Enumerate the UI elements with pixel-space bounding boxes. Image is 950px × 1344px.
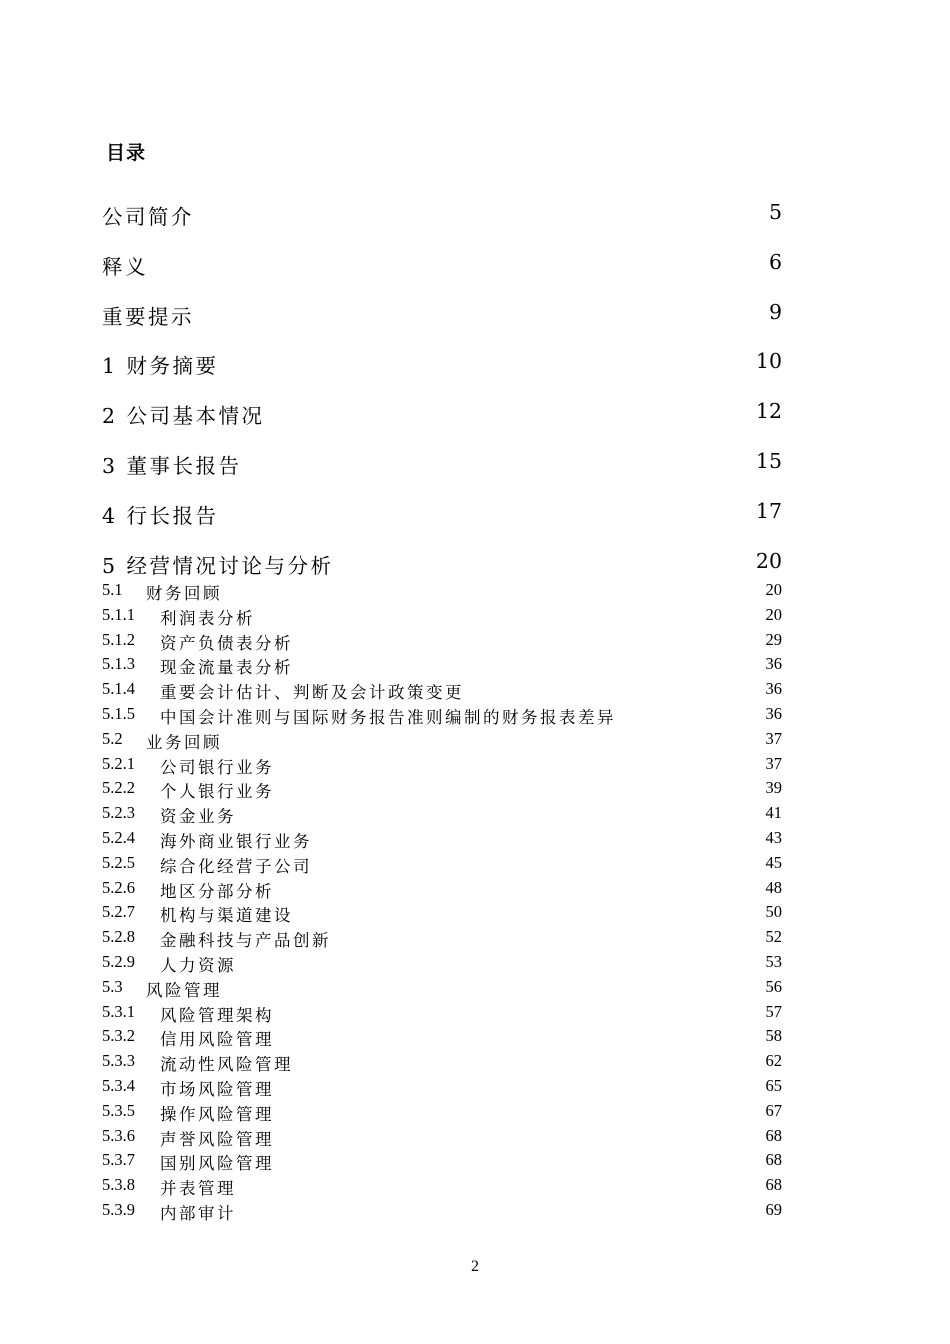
toc-sub-entry-label: 风险管理架构 (160, 1005, 274, 1025)
toc-sub-entry-number: 5.2.7 (102, 902, 135, 922)
toc-sub-entry-label: 财务回顾 (146, 584, 222, 603)
toc-sub-entry-label: 市场风险管理 (160, 1079, 274, 1099)
toc-sub-entry-page: 36 (765, 679, 782, 699)
toc-entry-label: 释义 (102, 254, 148, 279)
toc-sub-entry-label: 操作风险管理 (160, 1104, 274, 1124)
toc-sub-entry[interactable] (102, 1051, 782, 1076)
toc-sub-entry[interactable] (102, 927, 782, 952)
toc-sub-entry-label: 重要会计估计、判断及会计政策变更 (160, 683, 464, 703)
toc-sub-entry-number: 5.1 (102, 580, 123, 599)
toc-sub-entry-label: 人力资源 (160, 955, 236, 975)
toc-sub-entry-number: 5.3.7 (102, 1150, 135, 1170)
toc-sub-entry-page: 39 (765, 778, 782, 798)
toc-sub-entry-label: 国别风险管理 (160, 1154, 274, 1174)
toc-sub-entry[interactable] (102, 1200, 782, 1225)
toc-sub-entry-page: 56 (765, 976, 782, 996)
toc-sub-entry[interactable] (102, 878, 782, 903)
toc-sub-entry-page: 29 (765, 629, 782, 649)
toc-sub-entry-label: 中国会计准则与国际财务报告准则编制的财务报表差异 (160, 707, 616, 727)
toc-sub-entry-number: 5.1.4 (102, 679, 135, 699)
toc-sub-entry[interactable] (102, 853, 782, 878)
toc-sub-entry-page: 20 (765, 580, 782, 599)
toc-sub-entry[interactable] (102, 803, 782, 828)
toc-sub-entry-label: 综合化经营子公司 (160, 856, 312, 876)
toc-entry-page: 17 (755, 498, 782, 523)
toc-sub-entry-page: 36 (765, 654, 782, 674)
toc-major-list (102, 200, 782, 598)
toc-sub-entry[interactable] (102, 704, 782, 729)
toc-sub-entry-number: 5.2.3 (102, 803, 135, 823)
toc-entry-label: 5 经营情况讨论与分析 (102, 553, 334, 578)
toc-sub-entry-number: 5.2.9 (102, 951, 135, 971)
toc-sub-entry-label: 内部审计 (160, 1203, 236, 1223)
toc-sub-entry-label: 利润表分析 (160, 608, 255, 628)
toc-sub-entry[interactable] (102, 1101, 782, 1126)
toc-sub-entry[interactable] (102, 729, 782, 754)
toc-entry[interactable] (102, 300, 782, 350)
toc-sub-entry-number: 5.2.4 (102, 827, 135, 847)
toc-sub-entry-number: 5.3.3 (102, 1051, 135, 1071)
toc-sub-entry-label: 个人银行业务 (160, 782, 274, 802)
toc-entry[interactable] (102, 250, 782, 300)
toc-entry-label: 2 公司基本情况 (102, 404, 265, 429)
toc-sub-entry-number: 5.2.1 (102, 753, 135, 773)
toc-entry-page: 15 (755, 448, 782, 473)
toc-entry[interactable] (102, 349, 782, 399)
toc-sub-entry-label: 风险管理 (146, 980, 222, 1000)
toc-entry-page: 6 (768, 249, 782, 274)
toc-sub-entry-page: 37 (765, 753, 782, 773)
toc-sub-entry-label: 信用风险管理 (160, 1030, 274, 1050)
toc-sub-entry-number: 5.3.1 (102, 1001, 135, 1021)
toc-sub-entry[interactable] (102, 1126, 782, 1151)
toc-sub-entry-label: 机构与渠道建设 (160, 906, 293, 926)
toc-entry-page: 9 (768, 299, 782, 324)
toc-entry[interactable] (102, 399, 782, 449)
toc-sub-entry-page: 68 (765, 1150, 782, 1170)
toc-title: 目录 (106, 142, 147, 164)
toc-sub-entry-label: 海外商业银行业务 (160, 831, 312, 851)
toc-sub-entry-number: 5.2.5 (102, 852, 135, 872)
toc-sub-entry-number: 5.1.2 (102, 629, 135, 649)
toc-sub-entry-number: 5.1.5 (102, 703, 135, 723)
toc-sub-entry-page: 57 (765, 1001, 782, 1021)
toc-sub-entry-label: 并表管理 (160, 1179, 236, 1199)
toc-sub-entry-page: 53 (765, 951, 782, 971)
toc-sub-entry-number: 5.2.6 (102, 877, 135, 897)
toc-sub-entry-number: 5.1.1 (102, 604, 135, 624)
toc-sub-entry[interactable] (102, 952, 782, 977)
toc-sub-list (102, 580, 782, 1225)
toc-sub-entry-page: 68 (765, 1175, 782, 1195)
toc-sub-entry[interactable] (102, 977, 782, 1002)
toc-sub-entry[interactable] (102, 1175, 782, 1200)
toc-sub-entry-label: 公司银行业务 (160, 757, 274, 777)
toc-sub-entry-page: 65 (765, 1075, 782, 1095)
toc-sub-entry-page: 41 (765, 803, 782, 823)
toc-sub-entry[interactable] (102, 828, 782, 853)
toc-entry-label: 3 董事长报告 (102, 453, 242, 478)
toc-sub-entry-page: 69 (765, 1199, 782, 1219)
toc-sub-entry-page: 52 (765, 927, 782, 947)
toc-entry-page: 5 (768, 200, 782, 224)
toc-sub-entry-number: 5.3.9 (102, 1199, 135, 1219)
toc-entry-label: 重要提示 (102, 304, 194, 329)
toc-sub-entry[interactable] (102, 1150, 782, 1175)
toc-sub-entry[interactable] (102, 679, 782, 704)
toc-sub-entry-page: 50 (765, 902, 782, 922)
toc-entry-label: 公司简介 (102, 205, 194, 229)
toc-sub-entry-label: 现金流量表分析 (160, 658, 293, 678)
toc-sub-entry[interactable] (102, 902, 782, 927)
toc-sub-entry-page: 45 (765, 852, 782, 872)
toc-sub-entry-number: 5.1.3 (102, 654, 135, 674)
toc-sub-entry-page: 20 (765, 604, 782, 624)
toc-sub-entry-page: 62 (765, 1051, 782, 1071)
toc-sub-entry-number: 5.2.2 (102, 778, 135, 798)
toc-sub-entry[interactable] (102, 1002, 782, 1027)
toc-sub-entry-number: 5.2 (102, 728, 123, 748)
toc-sub-entry[interactable] (102, 654, 782, 679)
toc-sub-entry[interactable] (102, 1026, 782, 1051)
toc-entry-page: 10 (755, 349, 782, 374)
toc-sub-entry-page: 67 (765, 1100, 782, 1120)
toc-sub-entry[interactable] (102, 1076, 782, 1101)
toc-entry[interactable] (102, 499, 782, 549)
toc-sub-entry-number: 5.3.4 (102, 1075, 135, 1095)
toc-sub-entry-number: 5.3.6 (102, 1125, 135, 1145)
toc-sub-entry-number: 5.2.8 (102, 927, 135, 947)
toc-sub-entry-label: 地区分部分析 (160, 881, 274, 901)
toc-sub-entry-page: 36 (765, 703, 782, 723)
toc-sub-entry-label: 金融科技与产品创新 (160, 931, 331, 951)
toc-sub-entry-label: 声誉风险管理 (160, 1129, 274, 1149)
toc-sub-entry-page: 43 (765, 827, 782, 847)
toc-sub-entry[interactable] (102, 778, 782, 803)
toc-sub-entry-number: 5.3.2 (102, 1026, 135, 1046)
toc-sub-entry-number: 5.3.8 (102, 1175, 135, 1195)
toc-entry-label: 1 财务摘要 (102, 354, 219, 379)
toc-sub-entry-label: 资金业务 (160, 807, 236, 827)
toc-sub-entry-label: 业务回顾 (146, 732, 222, 752)
page-number: 2 (471, 1258, 479, 1275)
toc-sub-entry[interactable] (102, 605, 782, 630)
toc-sub-entry-label: 资产负债表分析 (160, 633, 293, 653)
toc-sub-entry-label: 流动性风险管理 (160, 1055, 293, 1075)
toc-sub-entry-page: 68 (765, 1125, 782, 1145)
toc-sub-entry-number: 5.3.5 (102, 1100, 135, 1120)
toc-entry[interactable] (102, 200, 782, 250)
toc-sub-entry[interactable] (102, 580, 782, 605)
toc-entry-page: 12 (755, 399, 782, 424)
toc-entry-label: 4 行长报告 (102, 503, 219, 528)
toc-sub-entry[interactable] (102, 630, 782, 655)
toc-sub-entry-page: 58 (765, 1026, 782, 1046)
toc-sub-entry-page: 37 (765, 728, 782, 748)
toc-entry[interactable] (102, 449, 782, 499)
toc-sub-entry-page: 48 (765, 877, 782, 897)
toc-entry-page: 20 (755, 548, 782, 573)
toc-sub-entry[interactable] (102, 754, 782, 779)
toc-sub-entry-number: 5.3 (102, 976, 123, 996)
